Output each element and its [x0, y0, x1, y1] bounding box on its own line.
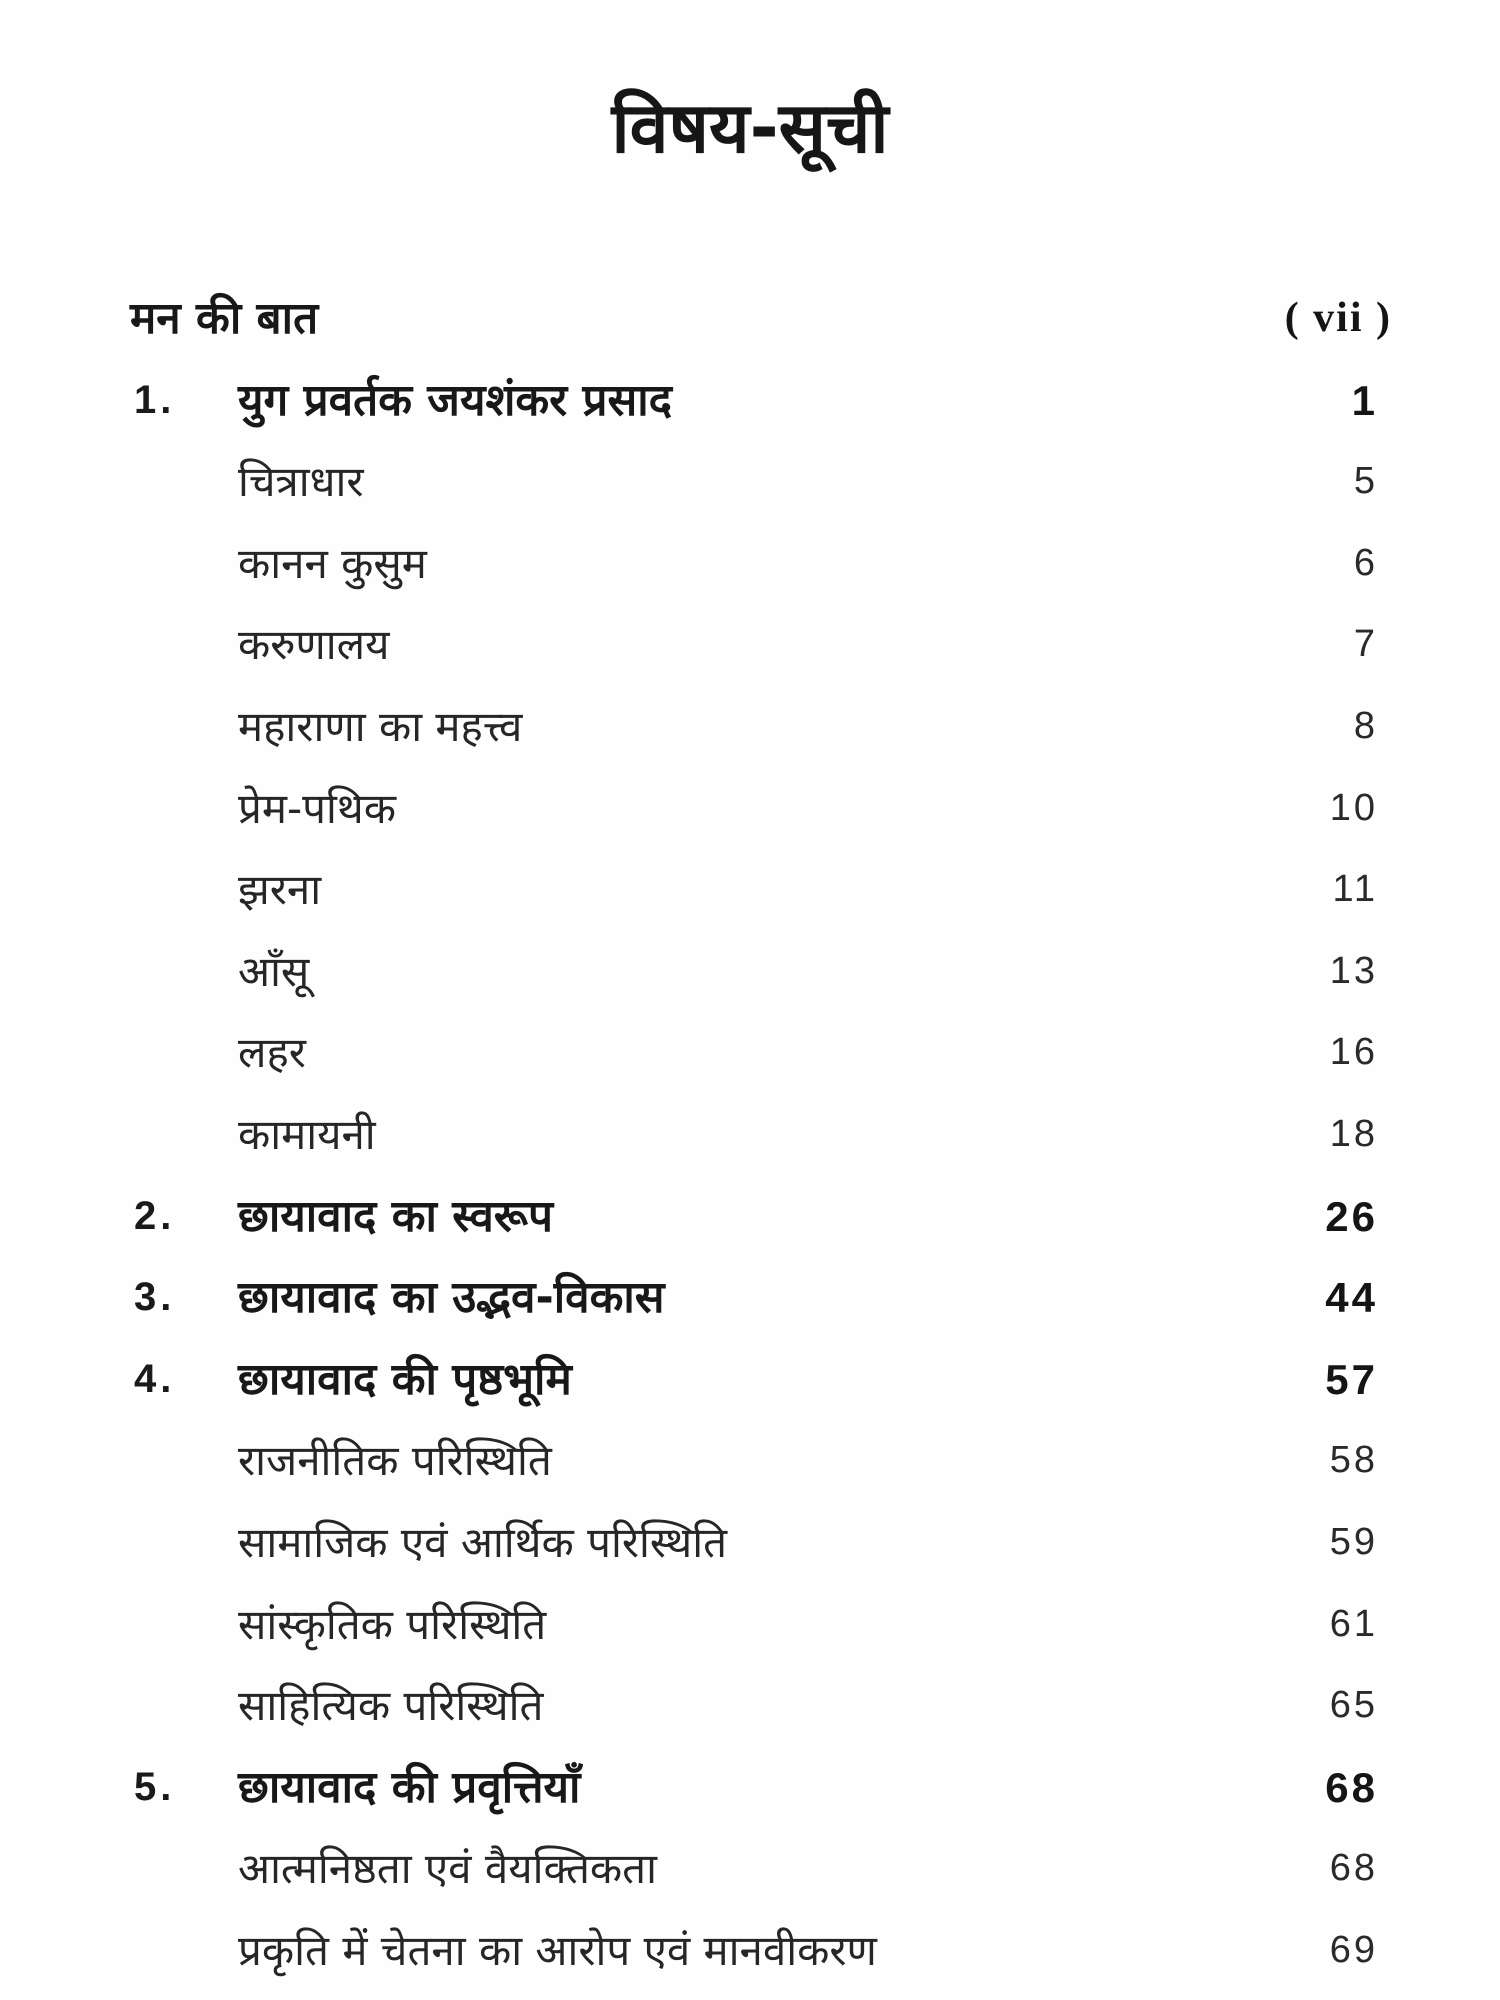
- entry-title: सांस्कृतिक परिस्थिति: [238, 1599, 547, 1649]
- entry-title: साहित्यिक परिस्थिति: [238, 1681, 544, 1731]
- chapter-number: 4.: [134, 1356, 176, 1401]
- toc-subsection-entry: [0, 849, 1500, 931]
- toc-subsection-entry: [0, 768, 1500, 850]
- entry-title: राजनीतिक परिस्थिति: [238, 1436, 552, 1486]
- toc-subsection-entry: [0, 1828, 1500, 1910]
- entry-title: लहर: [238, 1028, 306, 1078]
- toc-subsection-entry: [0, 523, 1500, 605]
- toc-subsection-entry: [0, 1584, 1500, 1666]
- page-number: 16: [1329, 1031, 1378, 1074]
- toc-intro-entry: [0, 278, 1500, 360]
- toc-chapter-entry: [0, 1176, 1500, 1258]
- page-number: 13: [1329, 949, 1378, 992]
- chapter-number: 3.: [134, 1275, 176, 1320]
- toc-subsection-entry: [0, 1420, 1500, 1502]
- page-number: ( vii ): [1284, 295, 1392, 341]
- page-number: 61: [1329, 1602, 1378, 1645]
- entry-title: कानन कुसुम: [238, 538, 427, 588]
- chapter-number: 1.: [134, 377, 176, 422]
- page-number: 5: [1353, 460, 1378, 503]
- entry-title: छायावाद का स्वरूप: [238, 1190, 553, 1242]
- toc-chapter-entry: [0, 1747, 1500, 1829]
- toc-subsection-entry: [0, 1665, 1500, 1747]
- page-title: विषय-सूची: [611, 87, 889, 169]
- page-number: 18: [1329, 1112, 1378, 1155]
- toc-chapter-entry: [0, 360, 1500, 442]
- entry-title: कामायनी: [238, 1109, 376, 1159]
- toc-subsection-entry: [0, 686, 1500, 768]
- chapter-number: 5.: [134, 1764, 176, 1809]
- page-number: 8: [1353, 704, 1378, 747]
- chapter-number: 2.: [134, 1193, 176, 1238]
- page-number: 59: [1329, 1520, 1378, 1563]
- entry-title: छायावाद की पृष्ठभूमि: [238, 1353, 572, 1405]
- entry-title: प्रेम-पथिक: [238, 783, 396, 833]
- entry-title: सामाजिक एवं आर्थिक परिस्थिति: [238, 1517, 728, 1567]
- toc-chapter-entry: [0, 1257, 1500, 1339]
- page-number: 68: [1329, 1847, 1378, 1890]
- page-number: 68: [1325, 1763, 1378, 1811]
- entry-title: छायावाद का उद्भव-विकास: [238, 1272, 665, 1324]
- page-number: 6: [1353, 541, 1378, 584]
- toc-subsection-entry: [0, 931, 1500, 1013]
- page-number: 10: [1329, 786, 1378, 829]
- entry-title: मन की बात: [130, 293, 319, 344]
- page-number: 69: [1329, 1928, 1378, 1971]
- page-number: 57: [1325, 1355, 1378, 1403]
- page-number: 7: [1353, 623, 1378, 666]
- table-of-contents: [0, 278, 1500, 1991]
- toc-subsection-entry: [0, 441, 1500, 523]
- entry-title: करुणालय: [238, 620, 390, 670]
- entry-title: प्रकृति में चेतना का आरोप एवं मानवीकरण: [238, 1925, 877, 1975]
- toc-chapter-entry: [0, 1339, 1500, 1421]
- entry-title: आत्मनिष्ठता एवं वैयक्तिकता: [238, 1844, 657, 1894]
- entry-title: चित्राधार: [238, 457, 364, 507]
- page-number: 44: [1325, 1274, 1378, 1322]
- page-number: 58: [1329, 1439, 1378, 1482]
- page-number: 65: [1329, 1684, 1378, 1727]
- toc-subsection-entry: [0, 604, 1500, 686]
- page-number: 11: [1332, 868, 1378, 911]
- entry-title: युग प्रवर्तक जयशंकर प्रसाद: [238, 374, 673, 426]
- toc-subsection-entry: [0, 1910, 1500, 1992]
- entry-title: छायावाद की प्रवृत्तियाँ: [238, 1761, 581, 1813]
- toc-subsection-entry: [0, 1012, 1500, 1094]
- toc-subsection-entry: [0, 1094, 1500, 1176]
- entry-title: झरना: [238, 865, 322, 915]
- page-number: 26: [1325, 1192, 1378, 1240]
- toc-subsection-entry: [0, 1502, 1500, 1584]
- entry-title: आँसू: [238, 946, 310, 996]
- entry-title: महाराणा का महत्त्व: [238, 701, 523, 751]
- page-number: 1: [1351, 376, 1378, 424]
